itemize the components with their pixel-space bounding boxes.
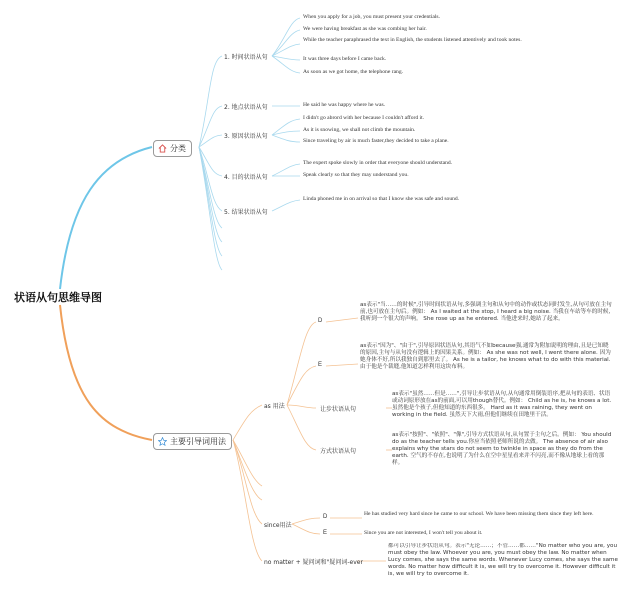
example-text: Linda phoned me in on arrival so that I know she was safe and sound.: [303, 196, 460, 202]
no-matter-node[interactable]: no matter + 疑问词和"疑问词-ever: [264, 559, 363, 566]
root-to-conjunctions-link: [60, 305, 152, 440]
since-d-text: He has studied very hard since he came to our school. We have been missing them since they left here.: [364, 511, 594, 517]
place-clause-node[interactable]: 2. 地点状语从句: [224, 104, 268, 111]
since-e-text: Since you are not interested, I won't tell you about it.: [364, 530, 483, 536]
as-d-text: as表示"当……的时候",引导时间状语从句,多强调主句和从句中的动作或状态同时发生,从句可放在主句前,也可放在主句后。例如： As I waited at the stop, I heard a big noise. 当我在车站等车的时候,我听到一个很大的声响。 She rose up as he entered. 当他进来时,她站了起来。: [360, 302, 612, 322]
time-clause-node[interactable]: 1. 时间状语从句: [224, 54, 268, 61]
example-text: While the teacher paraphrased the text in English, the students listened attentively and took notes.: [303, 37, 522, 43]
example-text: As it is snowing, we shall not climb the mountain.: [303, 127, 416, 133]
example-text: The expert spoke slowly in order that everyone should understand.: [303, 160, 453, 166]
purpose-clause-node[interactable]: 4. 目的状语从句: [224, 174, 268, 181]
since-e-node[interactable]: E: [323, 530, 328, 536]
as-concession-text: as表示"虽然……但是……",引导让步状语从句,从句通常用倒装语序,把从句的表语、状语或动词原形放在as的前面,可以用though替代。例如： Child as he is, he knows a lot. 虽然他是个孩子,但他知道的东西很多。 Hard as it was raining, they went on working in the field. 虽然天下大雨,但他们继续在田地里干活。: [392, 391, 612, 418]
result-clause-node[interactable]: 5. 结果状语从句: [224, 209, 268, 216]
as-manner-node[interactable]: 方式状语从句: [320, 448, 357, 455]
since-d-node[interactable]: D: [323, 514, 328, 520]
home-icon: [158, 144, 167, 153]
root-title: 状语从句思维导图: [14, 291, 102, 304]
no-matter-text: 都可以引导让步状语从句。表示"无论……；不管……都……"No matter who you are, you must obey the law. Whoever you are, you must obey the law. No matter when Lucy comes, she says the same words. Whenever Lucy comes, she says the same words. No matter how difficult it is, we will try to overcome it. However difficult it is, we will try to overcome it.: [388, 543, 618, 577]
as-usage-node[interactable]: as 用法: [264, 403, 285, 410]
example-text: We were having breakfast as she was combing her hair.: [303, 26, 427, 32]
example-text: He said he was happy where he was.: [303, 102, 386, 108]
reason-clause-node[interactable]: 3. 原因状语从句: [224, 133, 268, 140]
star-icon: [158, 437, 167, 446]
example-text: As soon as we got home, the telephone rang.: [303, 69, 404, 75]
as-concession-node[interactable]: 让步状语从句: [320, 406, 357, 413]
example-text: Since traveling by air is much faster,they decided to take a plane.: [303, 138, 449, 144]
example-text: When you apply for a job, you must present your credentials.: [303, 14, 441, 20]
conjunctions-label: 主要引导词用法: [170, 437, 226, 446]
root-to-classification-link: [60, 147, 152, 289]
as-e-node[interactable]: E: [318, 362, 323, 368]
as-e-text: as表示"因为"、"由于",引导原因状语从句,其语气不如because强,通常为附加说明的理由,且是已知晓的原因,主句与从句没有逻辑上的因果关系。例如： As she was not well, I went there alone. 因为她身体不好,所以我独自到那里去了。 As he is a tailor, he knows what to do with this material. 由于他是个裁缝,他知道怎样利用这块布料。: [360, 343, 611, 370]
example-text: It was three days before I came back.: [303, 56, 387, 62]
example-text: Speak clearly so that they may understand you.: [303, 172, 409, 178]
as-d-node[interactable]: D: [318, 318, 323, 324]
classification-label: 分类: [170, 144, 186, 153]
conjunctions-node[interactable]: [153, 433, 232, 450]
as-manner-text: as表示"按照"、"依照"、"像",引导方式状语从句,从句置于主句之后。例如： You should do as the teacher tells you.你应当依照老师所说的去做。 The absence of air also explains why the stars do not seem to twinkle in space as they do from the earth. 空气的不存在,也说明了为什么在空中星星看来并不闪亮,而不像从地球上看的那样。: [392, 432, 612, 466]
example-text: I didn't go abrord with her because I couldn't afford it.: [303, 115, 425, 121]
classification-node[interactable]: [153, 140, 192, 157]
since-usage-node[interactable]: since用法: [264, 522, 292, 529]
